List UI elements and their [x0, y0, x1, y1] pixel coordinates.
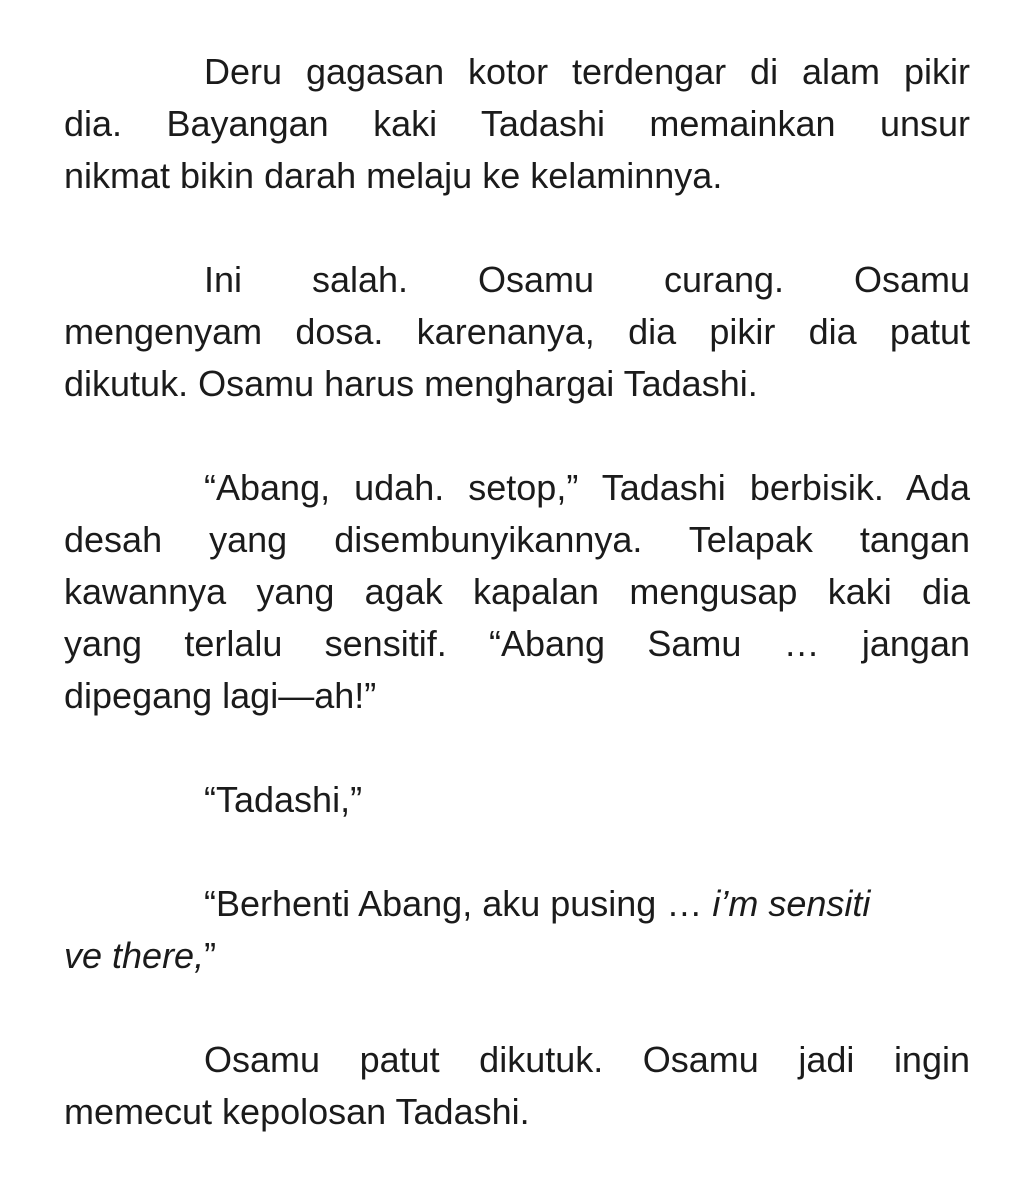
text-line: “Tadashi,”: [204, 779, 363, 820]
paragraph-3: [64, 462, 970, 722]
text-line: [64, 878, 970, 930]
text-line: memecut kepolosan Tadashi.: [64, 1091, 530, 1132]
text-line: Ini salah. Osamu curang. Osamu: [204, 259, 970, 300]
text-line: [64, 930, 970, 982]
text-line: “Abang, udah. setop,” Tadashi berbisik. Ada: [204, 467, 970, 508]
text-line: desah yang disembunyikannya. Telapak tangan: [64, 519, 970, 560]
text-line: dia. Bayangan kaki Tadashi memainkan unsur: [64, 103, 970, 144]
text-line: mengenyam dosa. karenanya, dia pikir dia patut: [64, 311, 970, 352]
text-line: dikutuk. Osamu harus menghargai Tadashi.: [64, 363, 758, 404]
text-line: dipegang lagi—ah!”: [64, 675, 377, 716]
paragraph-1: [64, 46, 970, 202]
paragraph-4: [64, 774, 970, 826]
text-line: Osamu patut dikutuk. Osamu jadi ingin: [204, 1039, 970, 1080]
text-line: kawannya yang agak kapalan mengusap kaki dia: [64, 571, 970, 612]
text-line: yang terlalu sensitif. “Abang Samu … jangan: [64, 623, 970, 664]
dialogue-text: “Berhenti Abang, aku pusing …: [204, 883, 713, 924]
italic-english-text: ve there,: [64, 935, 205, 976]
closing-quote: ”: [204, 935, 217, 976]
paragraph-2: [64, 254, 970, 410]
italic-english-text: i’m sensiti: [712, 883, 871, 924]
text-line: Deru gagasan kotor terdengar di alam pikir: [204, 51, 970, 92]
paragraph-6: [64, 1034, 970, 1138]
paragraph-5: [64, 878, 970, 982]
text-line: nikmat bikin darah melaju ke kelaminnya.: [64, 155, 723, 196]
